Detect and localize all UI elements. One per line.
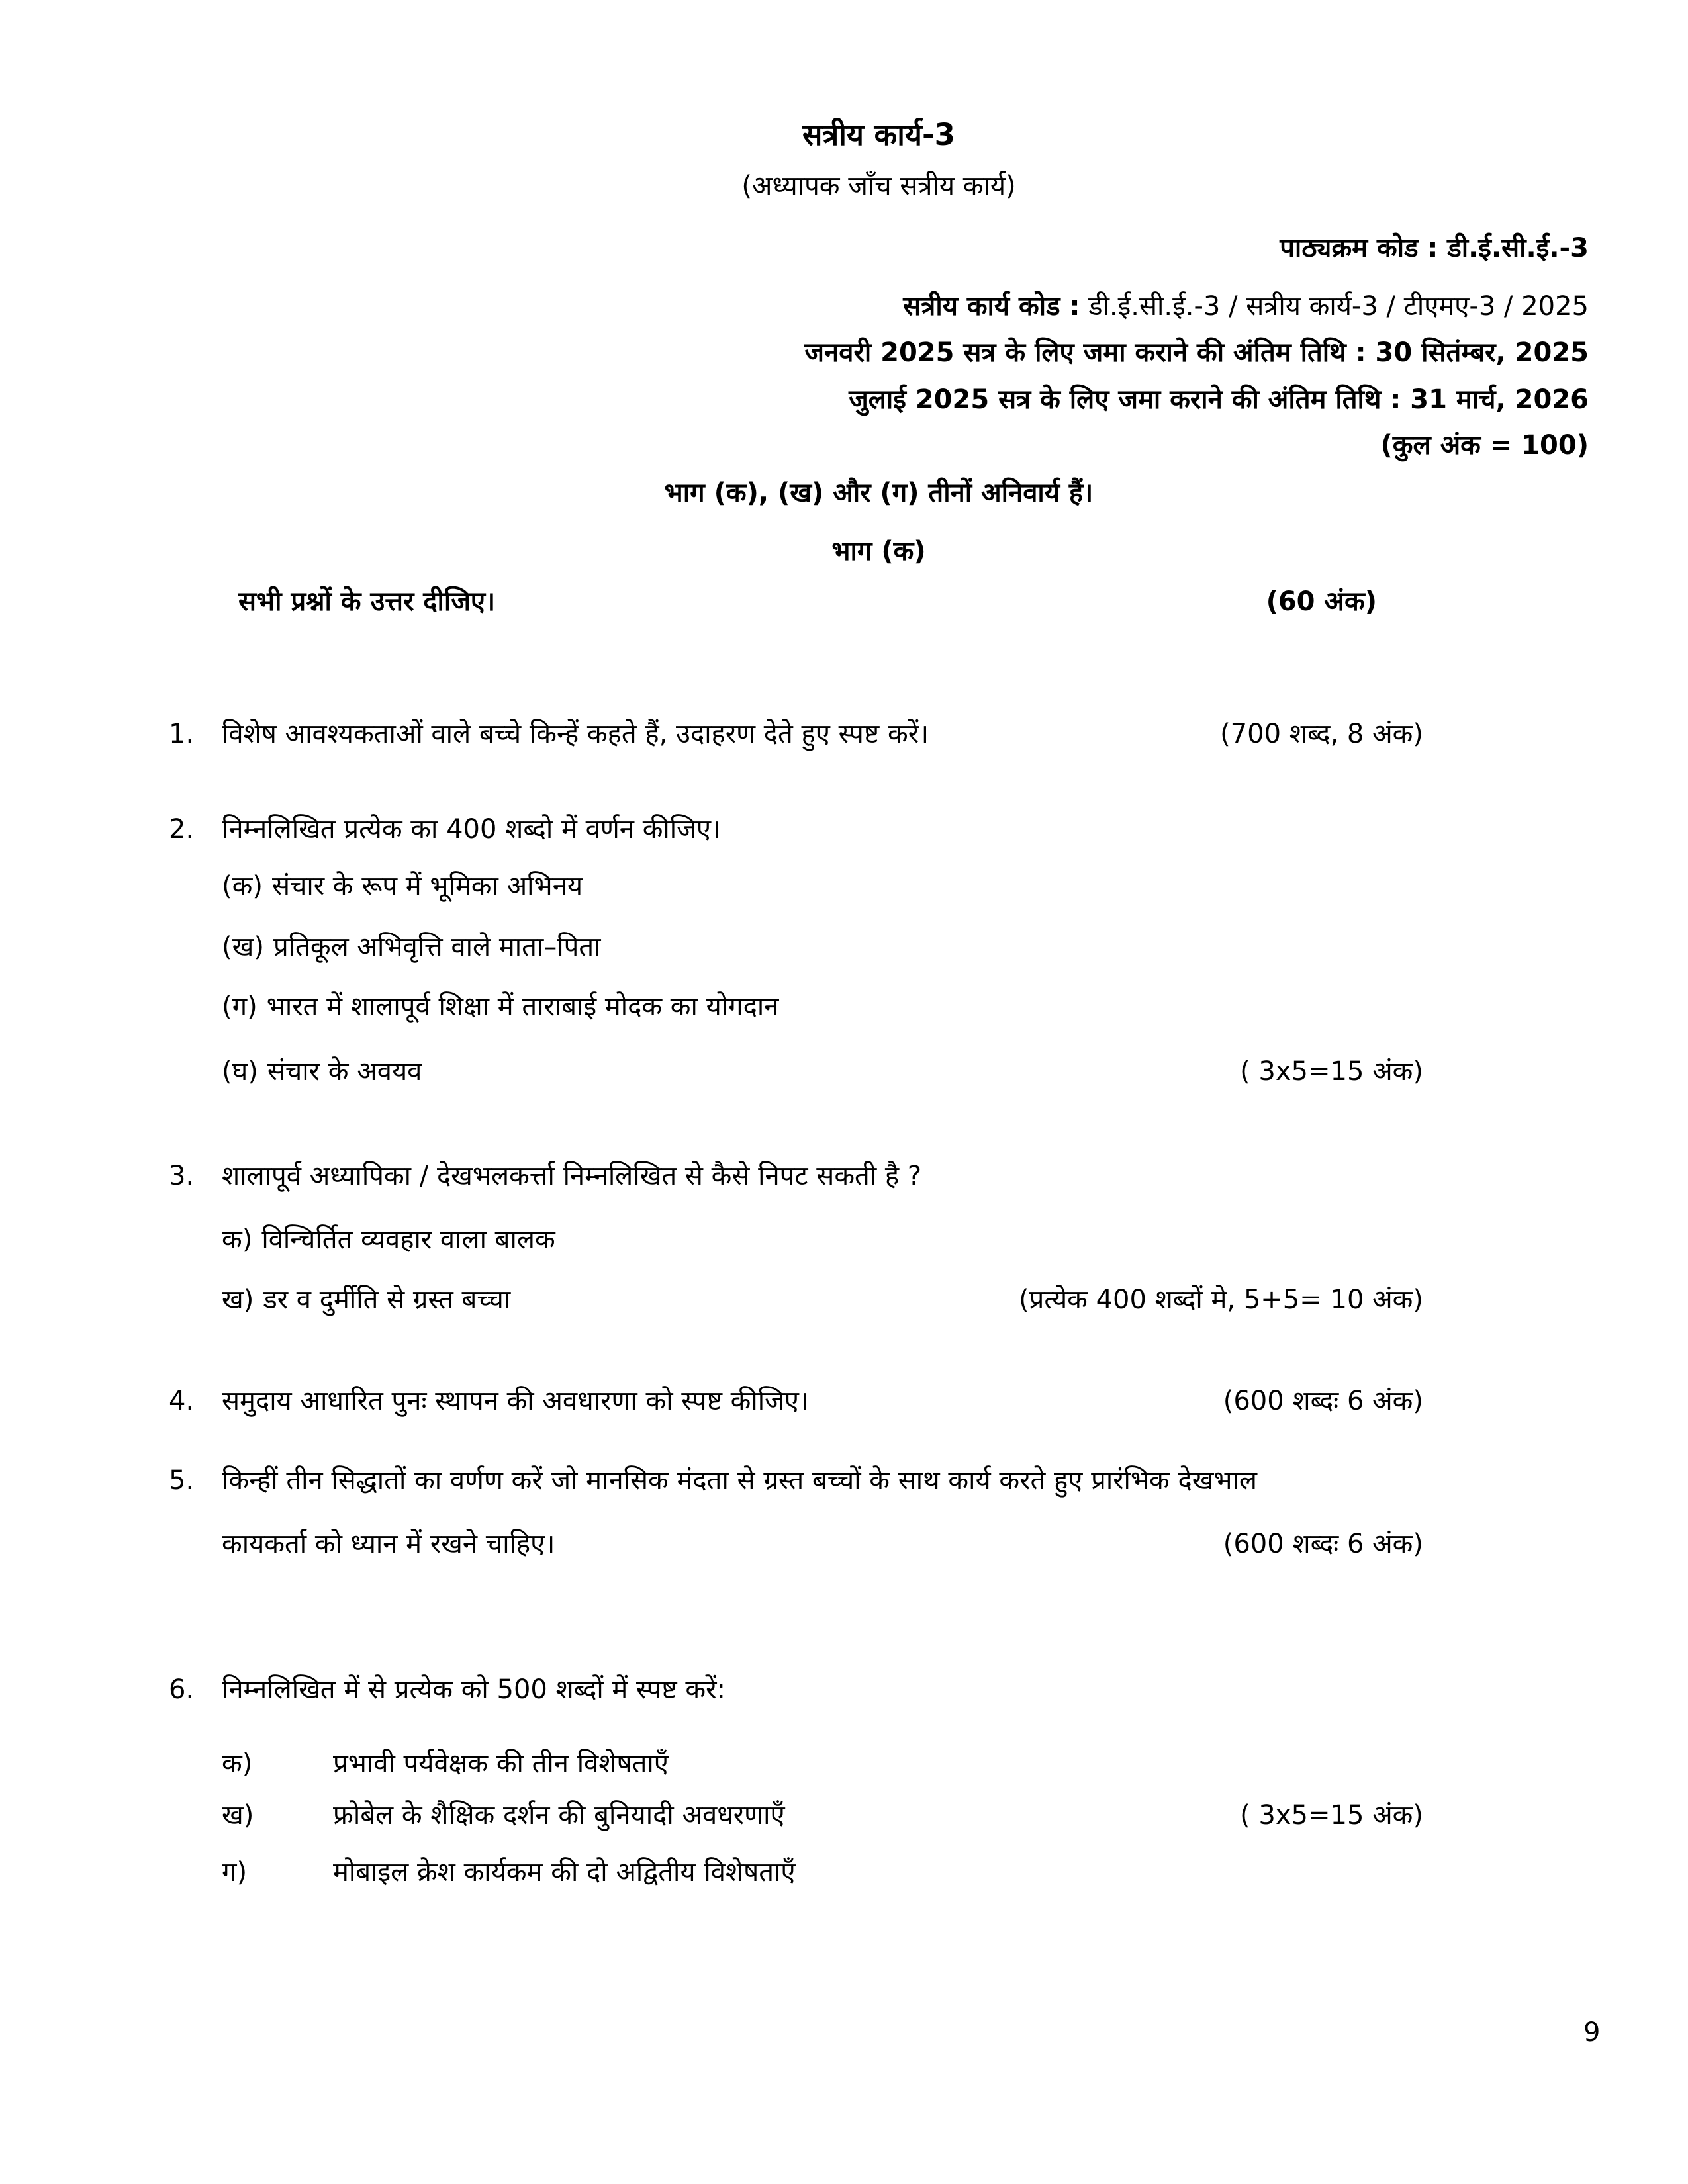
total-marks-line: (कुल अंक = 100)	[1380, 430, 1589, 461]
question-marks: (600 शब्दः 6 अंक)	[1223, 1386, 1423, 1416]
course-code-line: पाठ्यक्रम कोड : डी.ई.सी.ई.-3	[1280, 233, 1589, 263]
question-6-row	[169, 1674, 1589, 1705]
sub-question-label: ख)	[222, 1285, 254, 1315]
question-2d-row	[169, 1056, 1589, 1087]
mandatory-note: भाग (क), (ख) और (ग) तीनों अनिवार्य हैं।	[664, 478, 1094, 508]
assignment-code-label: सत्रीय कार्य कोड :	[903, 291, 1080, 322]
question-number: 4.	[169, 1386, 195, 1416]
question-2b-row	[169, 932, 1589, 962]
question-1-row	[169, 719, 1589, 749]
assignment-code-value: डी.ई.सी.ई.-3 / सत्रीय कार्य-3 / टीएमए-3 / 2025	[1088, 291, 1589, 322]
question-2a-row	[169, 871, 1589, 901]
page-number: 9	[1583, 2017, 1601, 2048]
question-6b-row	[169, 1800, 1589, 1831]
sub-question-label: (क)	[222, 871, 263, 901]
question-marks: (प्रत्येक 400 शब्दों मे, 5+5= 10 अंक)	[1019, 1285, 1423, 1315]
question-number: 2.	[169, 814, 195, 844]
question-marks: (700 शब्द, 8 अंक)	[1220, 719, 1423, 749]
deadline-january-line: जनवरी 2025 सत्र के लिए जमा कराने की अंतिम तिथि : 30 सितंम्बर, 2025	[804, 338, 1589, 368]
sub-question-label: (ग)	[222, 991, 258, 1022]
question-number: 3.	[169, 1161, 195, 1191]
question-text: शालापूर्व अध्यापिका / देखभलकर्त्ता निम्नलिखित से कैसे निपट सकती है ?	[222, 1161, 922, 1191]
question-5-row	[169, 1465, 1589, 1496]
sub-question-text: प्रतिकूल अभिवृत्ति वाले माता–पिता	[273, 932, 601, 962]
sub-question-text: डर व दुर्मीति से ग्रस्त बच्चा	[263, 1285, 511, 1315]
sub-question-label: क)	[222, 1224, 253, 1255]
section-heading: भाग (क)	[831, 536, 926, 567]
question-6c-row	[169, 1857, 1589, 1888]
question-marks: ( 3x5=15 अंक)	[1240, 1056, 1423, 1087]
question-number: 1.	[169, 719, 195, 749]
sub-question-label: (घ)	[222, 1056, 258, 1087]
document-subtitle: (अध्यापक जाँच सत्रीय कार्य)	[741, 171, 1016, 201]
question-text: समुदाय आधारित पुनः स्थापन की अवधारणा को स्पष्ट कीजिए।	[222, 1386, 810, 1416]
question-marks: (600 शब्दः 6 अंक)	[1223, 1529, 1423, 1559]
sub-question-text: भारत में शालापूर्व शिक्षा में ताराबाई मोदक का योगदान	[266, 991, 779, 1022]
section-instruction-row	[169, 586, 1589, 617]
question-2-row	[169, 814, 1589, 844]
question-2c-row	[169, 991, 1589, 1022]
assignment-code-line	[169, 291, 1589, 322]
sub-question-label: ग)	[222, 1857, 248, 1888]
sub-question-text: संचार के रूप में भूमिका अभिनय	[271, 871, 583, 901]
sub-question-text: संचार के अवयव	[267, 1056, 422, 1087]
question-text: विशेष आवश्यकताओं वाले बच्चे किन्हें कहते हैं, उदाहरण देते हुए स्पष्ट करें।	[222, 719, 929, 749]
question-5-continuation-row	[169, 1529, 1589, 1559]
sub-question-text: प्रभावी पर्यवेक्षक की तीन विशेषताएँ	[333, 1749, 669, 1779]
question-number: 5.	[169, 1465, 195, 1496]
sub-question-label: (ख)	[222, 932, 264, 962]
question-3b-row	[169, 1285, 1589, 1315]
section-instruction: सभी प्रश्नों के उत्तर दीजिए।	[238, 586, 496, 617]
deadline-july-line: जुलाई 2025 सत्र के लिए जमा कराने की अंतिम तिथि : 31 मार्च, 2026	[849, 385, 1589, 415]
question-3-row	[169, 1161, 1589, 1191]
sub-question-label: क)	[222, 1749, 253, 1779]
sub-question-text: फ्रोबेल के शैक्षिक दर्शन की बुनियादी अवधरणाएँ	[333, 1800, 785, 1831]
document-title: सत्रीय कार्य-3	[802, 117, 955, 152]
sub-question-text: विन्चिर्तित व्यवहार वाला बालक	[261, 1224, 555, 1255]
sub-question-label: ख)	[222, 1800, 254, 1831]
question-number: 6.	[169, 1674, 195, 1705]
question-text: निम्नलिखित में से प्रत्येक को 500 शब्दों में स्पष्ट करें:	[222, 1674, 726, 1705]
section-marks: (60 अंक)	[1266, 586, 1377, 617]
question-3a-row	[169, 1224, 1589, 1255]
question-marks: ( 3x5=15 अंक)	[1240, 1800, 1423, 1831]
question-4-row	[169, 1386, 1589, 1416]
sub-question-text: मोबाइल क्रेश कार्यकम की दो अद्वितीय विशेषताएँ	[333, 1857, 796, 1888]
question-6a-row	[169, 1749, 1589, 1779]
question-text-line1: किन्हीं तीन सिद्धातों का वर्णण करें जो मानसिक मंदता से ग्रस्त बच्चों के साथ कार्य करते हुए प्रारंभिक देखभाल	[222, 1465, 1258, 1496]
question-text-line2: कायकर्ता को ध्यान में रखने चाहिए।	[222, 1529, 555, 1559]
question-text: निम्नलिखित प्रत्येक का 400 शब्दो में वर्णन कीजिए।	[222, 814, 722, 844]
